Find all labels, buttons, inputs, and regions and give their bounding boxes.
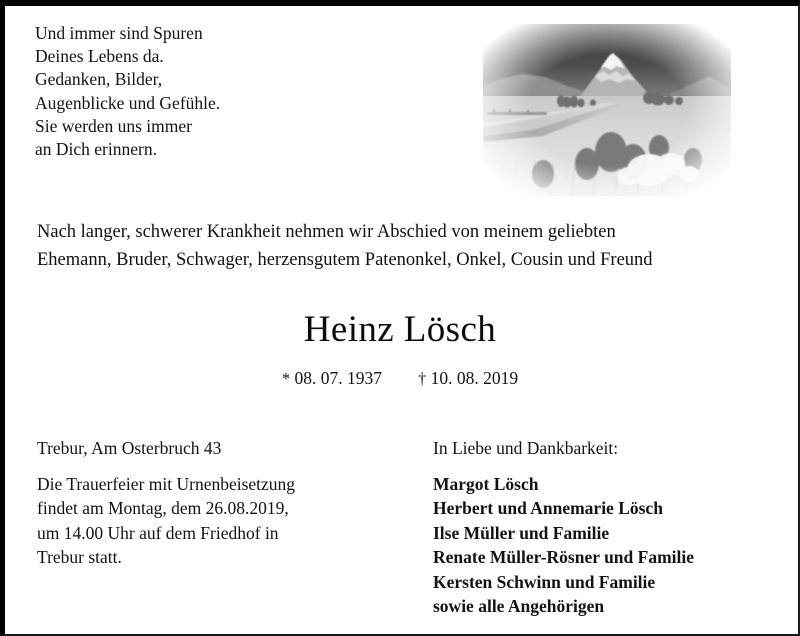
birth-star-icon: * (281, 369, 291, 388)
verse-line: Gedanken, Bilder, (35, 69, 163, 90)
verse-line: Deines Lebens da. (35, 46, 164, 67)
mourner-name: Margot Lösch (433, 473, 539, 494)
cross-dagger-icon: † (418, 369, 427, 388)
birth-date: 08. 07. 1937 (294, 368, 382, 388)
mourner-name: sowie alle Angehörigen (433, 596, 605, 616)
mourner-name: Herbert und Annemarie Lösch (433, 498, 663, 518)
funeral-line: Trebur statt. (37, 547, 122, 567)
verse-line: Sie werden uns immer (35, 115, 192, 136)
birth-date-group (282, 368, 382, 388)
verse-line: Augenblicke und Gefühle. (35, 92, 221, 113)
deceased-name: Heinz Lösch (303, 309, 497, 350)
funeral-line: findet am Montag, dem 26.08.2019, (37, 498, 289, 518)
announcement-line: Nach langer, schwerer Krankheit nehmen wir Abschied von meinem geliebten (37, 222, 616, 242)
notice-inner (5, 6, 798, 634)
life-dates (5, 367, 795, 390)
funeral-address: Trebur, Am Osterbruch 43 (37, 438, 222, 458)
memorial-verse (35, 22, 335, 161)
mourner-name: Kersten Schwinn und Familie (433, 571, 656, 592)
verse-line: Und immer sind Spuren (35, 23, 203, 43)
funeral-line: um 14.00 Uhr auf dem Friedhof in (37, 522, 279, 543)
verse-line: an Dich erinnern. (35, 139, 157, 160)
mourner-name: Renate Müller-Rösner und Familie (433, 547, 695, 567)
mourners-list (433, 436, 783, 619)
death-date-group (418, 368, 518, 388)
mourner-name: Ilse Müller und Familie (433, 522, 610, 543)
memorial-photo (483, 24, 731, 196)
announcement-line: Ehemann, Bruder, Schwager, herzensgutem Patenonkel, Onkel, Cousin und Freund (37, 250, 653, 270)
funeral-details (37, 436, 407, 570)
mourners-heading: In Liebe und Dankbarkeit: (433, 438, 619, 458)
announcement-text (37, 218, 767, 274)
landscape-photo-image (483, 24, 731, 196)
death-date: 10. 08. 2019 (430, 368, 519, 388)
funeral-line: Die Trauerfeier mit Urnenbeisetzung (37, 473, 296, 494)
